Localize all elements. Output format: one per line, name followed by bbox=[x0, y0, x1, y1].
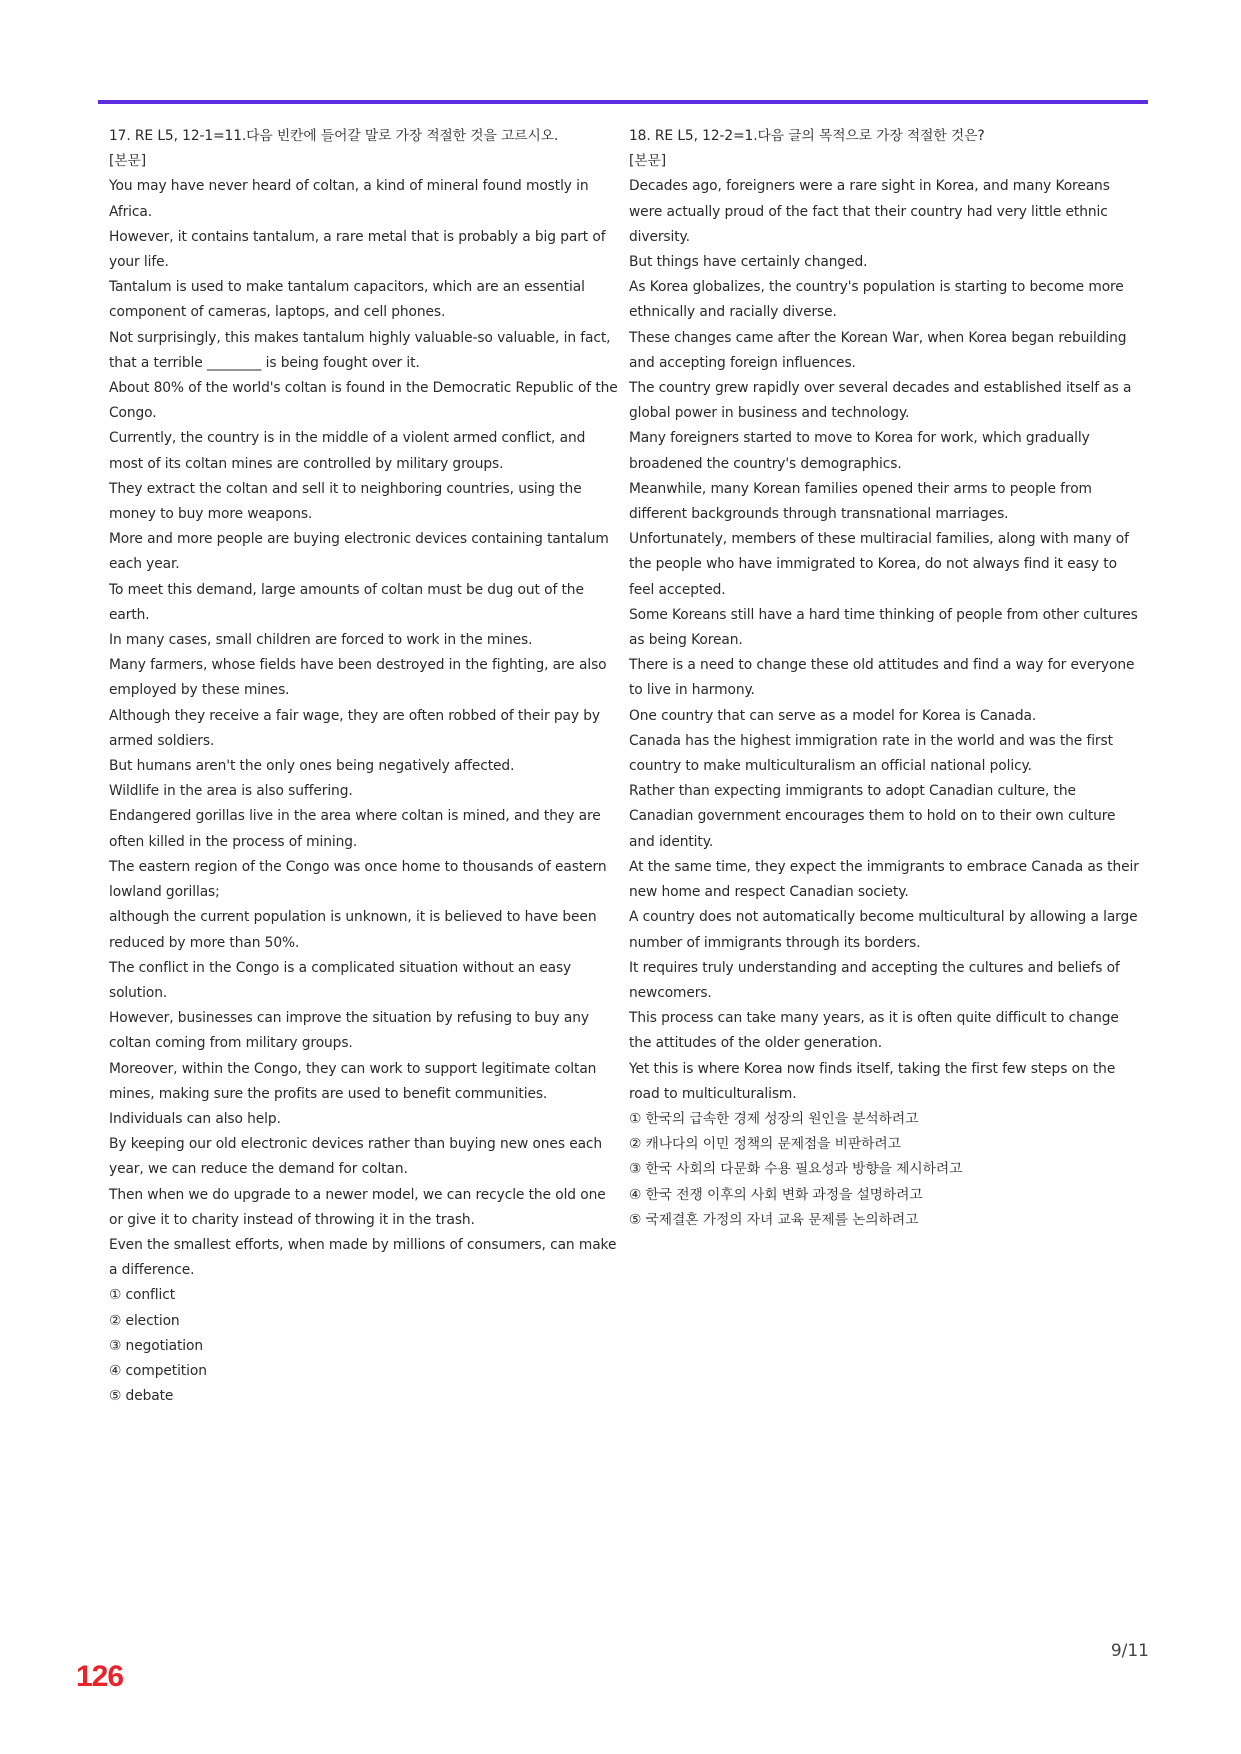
answer-option-3: ③ 한국 사회의 다문화 수용 필요성과 방향을 제시하려고 bbox=[629, 1161, 963, 1178]
answer-option-4: ④ competition bbox=[109, 1362, 207, 1379]
passage-sentence: The country grew rapidly over several decades and established itself as a global power in business and technology. bbox=[629, 380, 1132, 422]
passage-sentence: As Korea globalizes, the country's population is starting to become more ethnically and racially diverse. bbox=[629, 279, 1124, 321]
passage-sentence: Many farmers, whose fields have been destroyed in the fighting, are also employed by these mines. bbox=[109, 657, 607, 699]
passage-sentence: At the same time, they expect the immigrants to embrace Canada as their new home and respect Canadian society. bbox=[629, 858, 1139, 901]
question-18-options bbox=[629, 1107, 1139, 1233]
passage-sentence: By keeping our old electronic devices rather than buying new ones each year, we can reduce the demand for coltan. bbox=[109, 1136, 603, 1178]
passage-sentence: Canada has the highest immigration rate in the world and was the first country to make multiculturalism an official national policy. bbox=[629, 732, 1113, 775]
passage-sentence: Although they receive a fair wage, they are often robbed of their pay by armed soldiers. bbox=[109, 707, 600, 749]
question-18 bbox=[629, 124, 1139, 1233]
passage-sentence: Moreover, within the Congo, they can work to support legitimate coltan mines, making sure the profits are used to benefit communities. bbox=[109, 1060, 597, 1102]
passage-sentence: To meet this demand, large amounts of coltan must be dug out of the earth. bbox=[109, 581, 584, 623]
question-17-header: 17. RE L5, 12-1=11.다음 빈칸에 들어갈 말로 가장 적절한 것을 고르시오. bbox=[109, 128, 559, 144]
page-badge: 126 bbox=[76, 1660, 124, 1693]
passage-sentence: Unfortunately, members of these multiracial families, along with many of the people who have immigrated to Korea, do not always find it easy to feel accepted. bbox=[629, 531, 1129, 598]
passage-sentence: However, it contains tantalum, a rare metal that is probably a big part of your life. bbox=[109, 228, 606, 271]
question-17 bbox=[109, 124, 619, 1409]
answer-option-2: ② election bbox=[109, 1312, 180, 1329]
answer-option-1: ① conflict bbox=[109, 1287, 176, 1304]
passage-sentence: Even the smallest efforts, when made by millions of consumers, can make a difference. bbox=[109, 1236, 617, 1279]
passage-sentence: About 80% of the world's coltan is found in the Democratic Republic of the Congo. bbox=[109, 380, 618, 422]
question-17-options bbox=[109, 1283, 619, 1409]
passage-sentence: They extract the coltan and sell it to neighboring countries, using the money to buy more weapons. bbox=[109, 480, 582, 523]
passage-sentence: Currently, the country is in the middle of a violent armed conflict, and most of its coltan mines are controlled by military groups. bbox=[109, 430, 586, 472]
answer-option-1: ① 한국의 급속한 경제 성장의 원인을 분석하려고 bbox=[629, 1110, 919, 1127]
passage-sentence: The eastern region of the Congo was once home to thousands of eastern lowland gorillas; bbox=[109, 858, 607, 901]
answer-option-5: ⑤ debate bbox=[109, 1388, 174, 1405]
question-17-passage bbox=[109, 174, 619, 1283]
passage-sentence: Then when we do upgrade to a newer model, we can recycle the old one or give it to charity instead of throwing it in the trash. bbox=[109, 1186, 606, 1228]
top-rule bbox=[98, 100, 1148, 104]
passage-sentence: Individuals can also help. bbox=[109, 1110, 281, 1127]
passage-sentence: But things have certainly changed. bbox=[629, 254, 868, 271]
passage-sentence: Rather than expecting immigrants to adopt Canadian culture, the Canadian government encourages them to hold on to their own culture and identity. bbox=[629, 783, 1116, 850]
passage-sentence: although the current population is unknown, it is believed to have been reduced by more than 50%. bbox=[109, 909, 597, 951]
passage-sentence: This process can take many years, as it is often quite difficult to change the attitudes of the older generation. bbox=[629, 1010, 1119, 1052]
passage-sentence: One country that can serve as a model for Korea is Canada. bbox=[629, 707, 1037, 724]
page-number: 9/11 bbox=[1110, 1641, 1149, 1661]
answer-option-5: ⑤ 국제결혼 가정의 자녀 교육 문제를 논의하려고 bbox=[629, 1211, 919, 1228]
passage-sentence: Decades ago, foreigners were a rare sight in Korea, and many Koreans were actually proud of the fact that their country had very little ethnic diversity. bbox=[629, 178, 1110, 245]
passage-sentence: But humans aren't the only ones being negatively affected. bbox=[109, 758, 515, 775]
passage-sentence: Meanwhile, many Korean families opened their arms to people from different backgrounds through transnational marriages. bbox=[629, 480, 1092, 523]
passage-sentence: A country does not automatically become multicultural by allowing a large number of immigrants through its borders. bbox=[629, 909, 1138, 951]
question-17-label: [본문] bbox=[109, 153, 147, 170]
passage-sentence: Tantalum is used to make tantalum capacitors, which are an essential component of cameras, laptops, and cell phones. bbox=[109, 279, 585, 321]
passage-sentence: These changes came after the Korean War, when Korea began rebuilding and accepting foreign influences. bbox=[629, 329, 1127, 371]
passage-sentence: You may have never heard of coltan, a kind of mineral found mostly in Africa. bbox=[109, 178, 589, 220]
passage-sentence: Not surprisingly, this makes tantalum highly valuable-so valuable, in fact, that a terrible ________ is being fought over it. bbox=[109, 329, 611, 371]
passage-sentence: Many foreigners started to move to Korea for work, which gradually broadened the country's demographics. bbox=[629, 430, 1090, 472]
question-18-header: 18. RE L5, 12-2=1.다음 글의 목적으로 가장 적절한 것은? bbox=[629, 128, 985, 144]
passage-sentence: It requires truly understanding and accepting the cultures and beliefs of newcomers. bbox=[629, 959, 1120, 1001]
passage-sentence: The conflict in the Congo is a complicated situation without an easy solution. bbox=[109, 959, 572, 1001]
passage-sentence: Endangered gorillas live in the area where coltan is mined, and they are often killed in the process of mining. bbox=[109, 808, 601, 850]
question-18-passage bbox=[629, 174, 1139, 1107]
passage-sentence: There is a need to change these old attitudes and find a way for everyone to live in harmony. bbox=[629, 657, 1135, 699]
question-18-label: [본문] bbox=[629, 153, 667, 170]
passage-sentence: Yet this is where Korea now finds itself, taking the first few steps on the road to multiculturalism. bbox=[629, 1060, 1116, 1102]
answer-option-2: ② 캐나다의 이민 정책의 문제점을 비판하려고 bbox=[629, 1136, 901, 1153]
passage-sentence: Some Koreans still have a hard time thinking of people from other cultures as being Korean. bbox=[629, 606, 1138, 649]
passage-sentence: In many cases, small children are forced to work in the mines. bbox=[109, 632, 533, 649]
answer-option-4: ④ 한국 전쟁 이후의 사회 변화 과정을 설명하려고 bbox=[629, 1186, 923, 1203]
answer-option-3: ③ negotiation bbox=[109, 1337, 204, 1354]
passage-sentence: Wildlife in the area is also suffering. bbox=[109, 783, 353, 800]
passage-sentence: However, businesses can improve the situation by refusing to buy any coltan coming from military groups. bbox=[109, 1010, 589, 1052]
passage-sentence: More and more people are buying electronic devices containing tantalum each year. bbox=[109, 531, 609, 573]
